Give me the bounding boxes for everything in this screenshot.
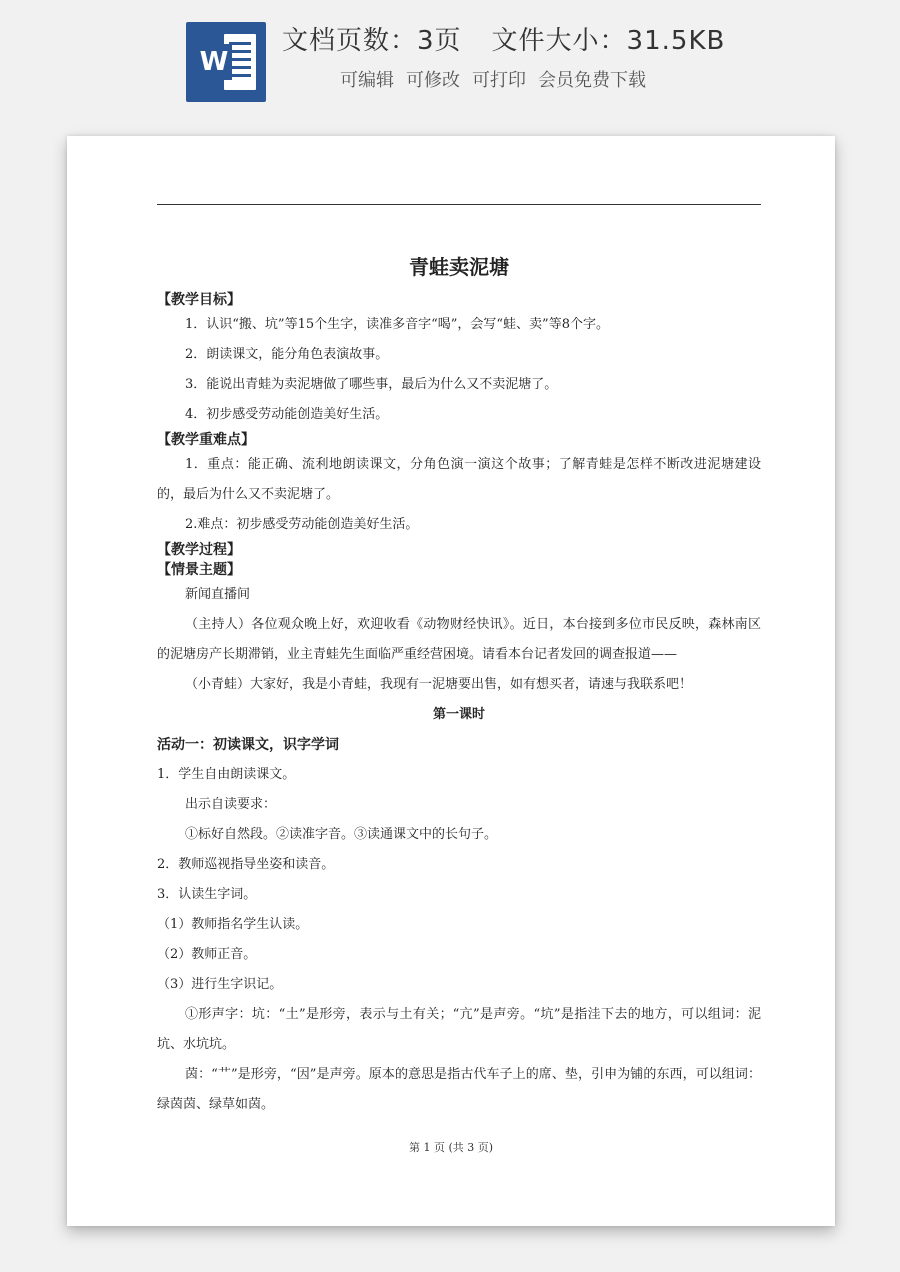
scene-frog-text: （小青蛙）大家好，我是小青蛙，我现有一泥塘要出售，如有想买者，请速与我联系吧！	[185, 677, 693, 692]
feature-list	[340, 66, 646, 92]
goals-heading: 【教学目标】	[157, 292, 241, 308]
scene-heading: 【情景主题】	[157, 562, 241, 578]
goal-item: 4．初步感受劳动能创造美好生活。	[185, 407, 389, 422]
step-item: 3．认读生字词。	[157, 887, 257, 902]
scene-host-text: （主持人）各位观众晚上好，欢迎收看《动物财经快讯》。近日，本台接到多位市民反映，森林南区的泥塘房产长期滞销，业主青蛙先生面临严重经营困境。请看本台记者发回的调查报道——	[157, 617, 761, 662]
document-title: 青蛙卖泥塘	[409, 255, 509, 279]
download-banner	[0, 0, 900, 120]
file-size-label: 文件大小：31.5KB	[491, 26, 726, 56]
word-file-icon	[186, 22, 266, 102]
feature-printable: 可打印	[472, 70, 526, 91]
key-point-1: 1．重点：能正确、流利地朗读课文，分角色演一演这个故事；了解青蛙是怎样不断改进泥塘建设的，最后为什么又不卖泥塘了。	[157, 457, 761, 502]
document-page	[67, 136, 835, 1226]
key-points-heading: 【教学重难点】	[157, 432, 255, 448]
scene-title: 新闻直播间	[185, 587, 251, 602]
step-item: 1．学生自由朗读课文。	[157, 767, 296, 782]
goal-item: 3．能说出青蛙为卖泥塘做了哪些事，最后为什么又不卖泥塘了。	[185, 377, 558, 392]
word-logo-letter: W	[196, 44, 232, 80]
step-item: ①标好自然段。②读准字音。③读通课文中的长句子。	[185, 827, 498, 842]
step-item: 2．教师巡视指导坐姿和读音。	[157, 857, 335, 872]
step-item: （3）进行生字识记。	[157, 977, 283, 992]
activity-heading: 活动一：初读课文，识字学词	[157, 737, 339, 753]
file-meta	[282, 20, 725, 57]
page-count-label: 文档页数：3页	[282, 26, 462, 56]
goal-item: 2．朗读课文，能分角色表演故事。	[185, 347, 389, 362]
lesson-heading: 第一课时	[432, 707, 485, 722]
page-content	[157, 254, 761, 1120]
feature-modifiable: 可修改	[406, 70, 460, 91]
process-heading: 【教学过程】	[157, 542, 241, 558]
char-note-keng: ①形声字：坑：“土”是形旁，表示与土有关；“亢”是声旁。“坑”是指洼下去的地方，可以组词：泥坑、水坑坑。	[157, 1007, 761, 1052]
step-item: 出示自读要求：	[185, 797, 277, 812]
goal-item: 1．认识“搬、坑”等15个生字，读准多音字“喝”，会写“蛙、卖”等8个字。	[185, 317, 609, 332]
page-footer: 第 1 页 (共 3 页)	[408, 1141, 494, 1154]
header-rule	[157, 204, 761, 205]
step-item: （1）教师指名学生认读。	[157, 917, 309, 932]
step-item: （2）教师正音。	[157, 947, 257, 962]
feature-editable: 可编辑	[340, 70, 394, 91]
key-point-2: 2.难点：初步感受劳动能创造美好生活。	[185, 517, 419, 532]
feature-free-download: 会员免费下载	[538, 70, 646, 91]
char-note-yin: 茵：“艹”是形旁，“因”是声旁。原本的意思是指古代车子上的席、垫，引申为铺的东西，可以组词：绿茵茵、绿草如茵。	[157, 1067, 761, 1112]
